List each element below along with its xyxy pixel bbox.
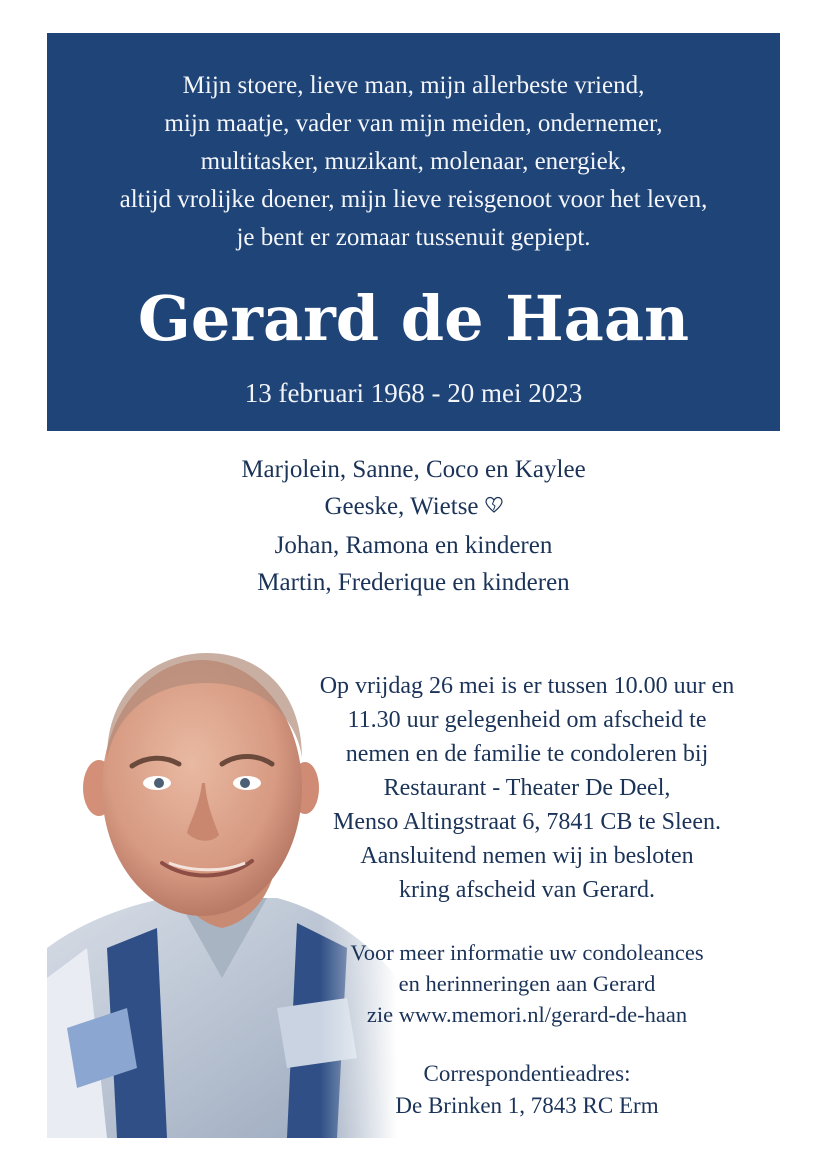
info-line: kring afscheid van Gerard. xyxy=(399,877,655,903)
header-banner xyxy=(47,33,780,431)
heart-icon xyxy=(485,490,503,527)
family-line xyxy=(47,488,780,527)
info-line: Menso Altingstraat 6, 7841 CB te Sleen. xyxy=(333,809,721,835)
family-line: Marjolein, Sanne, Coco en Kaylee xyxy=(241,456,586,483)
memorial-link[interactable]: zie www.memori.nl/gerard-de-haan xyxy=(366,1002,688,1027)
poem xyxy=(47,67,780,257)
correspondence-address-line: De Brinken 1, 7843 RC Erm xyxy=(395,1093,659,1118)
family-line: Martin, Frederique en kinderen xyxy=(257,569,570,596)
poem-line: je bent er zomaar tussenuit gepiept. xyxy=(236,224,591,251)
info-line: Restaurant - Theater De Deel, xyxy=(383,775,671,801)
poem-line: Mijn stoere, lieve man, mijn allerbeste vriend, xyxy=(182,72,645,99)
correspondence-label: Correspondentieadres: xyxy=(423,1061,631,1086)
info-line: 11.30 uur gelegenheid om afscheid te xyxy=(347,707,707,733)
family-line-text: Geeske, Wietse xyxy=(324,493,479,520)
life-dates: 13 februari 1968 - 20 mei 2023 xyxy=(244,378,583,408)
info-line: Aansluitend nemen wij in besloten xyxy=(360,843,694,869)
poem-line: multitasker, muzikant, molenaar, energiek, xyxy=(200,148,627,175)
info-line: Op vrijdag 26 mei is er tussen 10.00 uur en xyxy=(319,673,735,699)
family-line: Johan, Ramona en kinderen xyxy=(274,532,553,559)
poem-line: mijn maatje, vader van mijn meiden, ondernemer, xyxy=(164,110,663,137)
correspondence-address xyxy=(277,1058,777,1122)
more-info-line: en herinneringen aan Gerard xyxy=(398,971,656,996)
more-info xyxy=(277,937,777,1030)
family-list xyxy=(47,451,780,601)
more-info-line: Voor meer informatie uw condoleances xyxy=(350,940,704,965)
poem-line: altijd vrolijke doener, mijn lieve reisgenoot voor het leven, xyxy=(119,186,708,213)
obituary-card xyxy=(47,33,780,1138)
info-line: nemen en de familie te condoleren bij xyxy=(345,741,709,767)
deceased-name: Gerard de Haan xyxy=(137,282,690,355)
ceremony-info xyxy=(277,669,777,907)
